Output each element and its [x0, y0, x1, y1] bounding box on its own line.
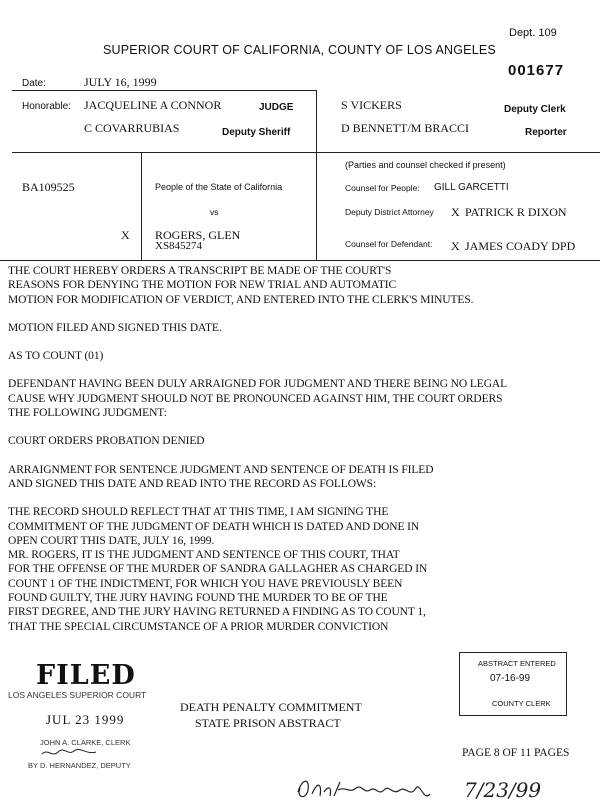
honorable-label: Honorable:	[22, 101, 71, 112]
footer-title-1: DEATH PENALTY COMMITMENT	[180, 700, 362, 714]
date-label: Date:	[22, 78, 46, 89]
body-line: MOTION FOR MODIFICATION OF VERDICT, AND ENTERED INTO THE CLERK'S MINUTES.	[8, 293, 474, 306]
body-line: FOR THE OFFENSE OF THE MURDER OF SANDRA GALLAGHER AS CHARGED IN	[8, 563, 428, 576]
filed-stamp-clerk: JOHN A. CLARKE, CLERK	[40, 738, 131, 747]
body-line: THE RECORD SHOULD REFLECT THAT AT THIS TIME, I AM SIGNING THE	[8, 506, 389, 519]
defendant-mark: X	[121, 228, 130, 242]
handwritten-date: 7/23/99	[464, 778, 542, 802]
footer-title-2: STATE PRISON ABSTRACT	[195, 716, 341, 730]
counsel-people: GILL GARCETTI	[434, 182, 509, 193]
info-divider	[316, 90, 317, 152]
minute-order-body	[8, 264, 600, 634]
judge-name: JACQUELINE A CONNOR	[84, 98, 222, 112]
body-line: REASONS FOR DENYING THE MOTION FOR NEW TRIAL AND AUTOMATIC	[8, 279, 397, 292]
body-line: COMMITMENT OF THE JUDGMENT OF DEATH WHICH IS DATED AND DONE IN	[8, 520, 420, 533]
sheriff-label: Deputy Sheriff	[222, 127, 291, 138]
transcript-order	[8, 264, 600, 307]
defendant-name: ROGERS, GLEN	[155, 228, 241, 242]
body-line: ARRAIGNMENT FOR SENTENCE JUDGMENT AND SENTENCE OF DEATH IS FILED	[8, 463, 434, 476]
dda-label: Deputy District Attorney	[345, 207, 434, 217]
dda-name: PATRICK R DIXON	[465, 205, 567, 219]
body-line: AND SIGNED THIS DATE AND READ INTO THE RECORD AS FOLLOWS:	[8, 477, 377, 490]
abstract-clerk: COUNTY CLERK	[492, 699, 551, 708]
body-line: COUNT 1 OF THE INDICTMENT, FOR WHICH YOU HAVE PREVIOUSLY BEEN	[8, 577, 403, 590]
info-bottom-rule	[12, 152, 600, 153]
page-number: PAGE 8 OF 11 PAGES	[462, 747, 570, 759]
body-line: FIRST DEGREE, AND THE JURY HAVING RETURNED A FINDING AS TO COUNT 1,	[8, 606, 426, 619]
body-line: DEFENDANT HAVING BEEN DULY ARRAIGNED FOR JUDGMENT AND THERE BEING NO LEGAL	[8, 378, 508, 391]
counsel-def-name: JAMES COADY DPD	[465, 239, 576, 253]
body-line: FOUND GUILTY, THE JURY HAVING FOUND THE MURDER TO BE OF THE	[8, 592, 388, 605]
defendant-id: XS845274	[155, 240, 203, 252]
abstract-date: 07-16-99	[490, 673, 531, 684]
count-heading: AS TO COUNT (01)	[8, 350, 104, 363]
case-divider-left	[141, 152, 142, 260]
plaintiff: People of the State of California	[155, 182, 283, 192]
case-number: BA109525	[22, 180, 75, 194]
judgment-paragraph	[8, 377, 600, 420]
deputy-signature-icon	[40, 746, 100, 760]
counsel-def-mark: X	[451, 239, 460, 253]
probation-denied: COURT ORDERS PROBATION DENIED	[8, 435, 205, 448]
sheriff-name: C COVARRUBIAS	[84, 121, 180, 135]
handwritten-signature-icon	[292, 774, 442, 804]
body-line: CAUSE WHY JUDGMENT SHOULD NOT BE PRONOUNCED AGAINST HIM, THE COURT ORDERS	[8, 392, 503, 405]
filed-stamp-deputy: BY D. HERNANDEZ, DEPUTY	[28, 761, 131, 770]
clerk-label: Deputy Clerk	[504, 104, 566, 115]
body-line: THE FOLLOWING JUDGMENT:	[8, 407, 167, 420]
date-value: JULY 16, 1999	[84, 75, 157, 89]
filed-stamp-date: JUL 23 1999	[46, 712, 125, 727]
judge-label: JUDGE	[259, 102, 294, 113]
info-top-rule	[12, 90, 316, 91]
clerk-name: S VICKERS	[341, 98, 402, 112]
reporter-name: D BENNETT/M BRACCI	[341, 121, 470, 135]
court-title: SUPERIOR COURT OF CALIFORNIA, COUNTY OF LOS ANGELES	[103, 43, 496, 57]
counsel-people-label: Counsel for People:	[345, 183, 420, 193]
dept-label: Dept. 109	[509, 27, 557, 39]
document-number: 001677	[508, 62, 565, 79]
case-bottom-rule	[0, 260, 600, 261]
reporter-label: Reporter	[525, 127, 567, 138]
dda-mark: X	[451, 205, 460, 219]
abstract-label: ABSTRACT ENTERED	[478, 659, 556, 668]
parties-note: (Parties and counsel checked if present)	[345, 160, 506, 170]
case-divider-right	[316, 152, 317, 260]
abstract-entered-box	[459, 652, 567, 716]
filed-stamp-court: LOS ANGELES SUPERIOR COURT	[8, 690, 147, 700]
body-line: THAT THE SPECIAL CIRCUMSTANCE OF A PRIOR MURDER CONVICTION	[8, 620, 389, 633]
versus: vs	[210, 207, 219, 217]
counsel-def-label: Counsel for Defendant:	[345, 239, 433, 249]
arraignment-paragraph	[8, 463, 600, 492]
body-line: MR. ROGERS, IT IS THE JUDGMENT AND SENTENCE OF THIS COURT, THAT	[8, 549, 400, 562]
motion-filed: MOTION FILED AND SIGNED THIS DATE.	[8, 321, 222, 334]
record-paragraph	[8, 505, 600, 634]
body-line: THE COURT HEREBY ORDERS A TRANSCRIPT BE MADE OF THE COURT'S	[8, 265, 392, 277]
filed-stamp-title: FILED	[36, 660, 136, 691]
body-line: OPEN COURT THIS DATE, JULY 16, 1999.	[8, 534, 215, 547]
